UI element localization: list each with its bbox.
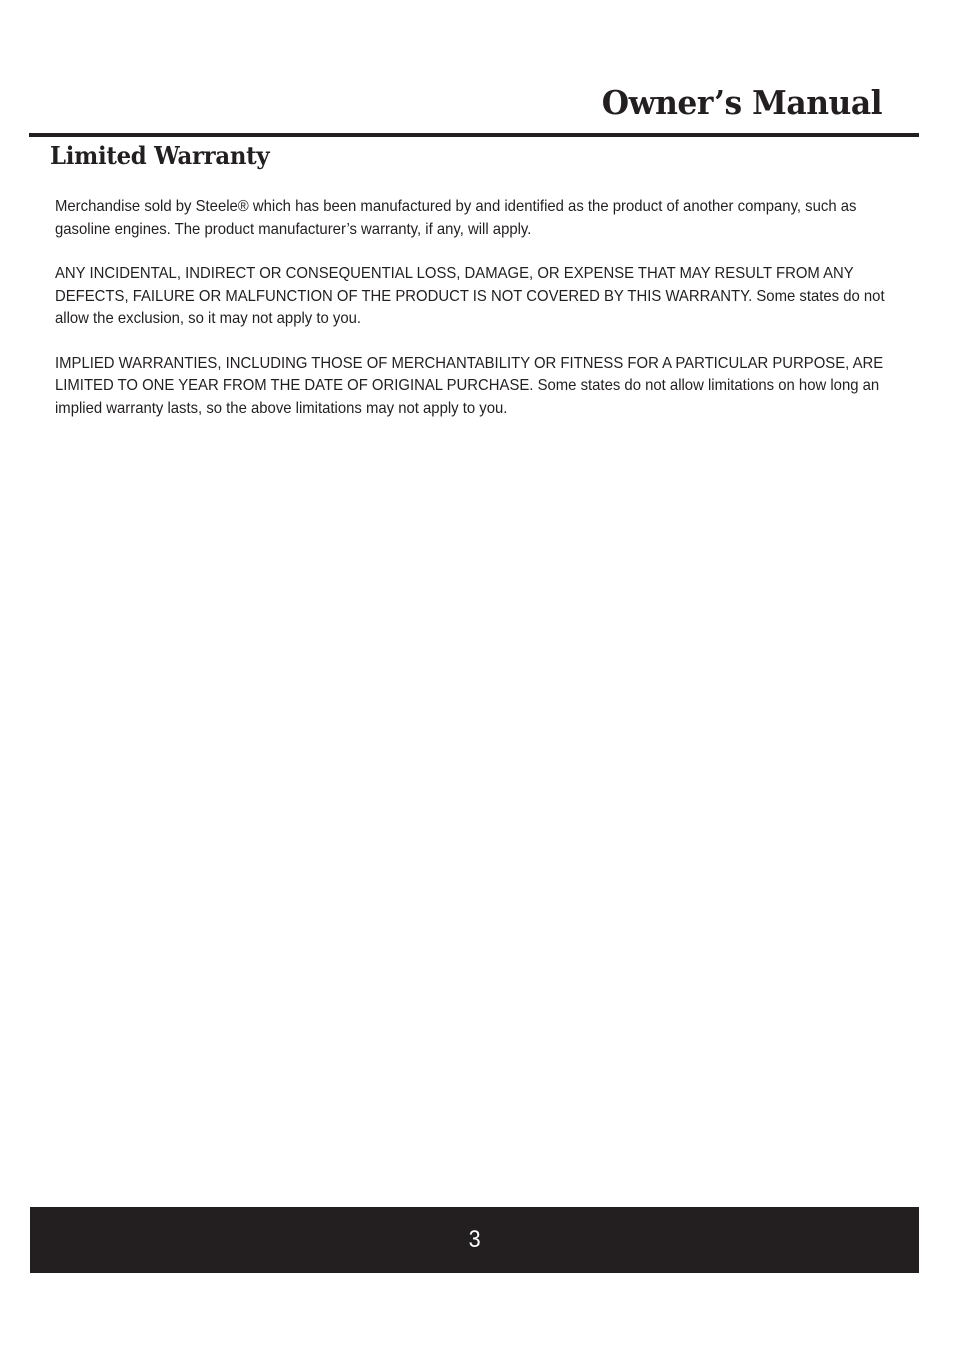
header-divider [29,133,919,137]
warranty-paragraph-implied: IMPLIED WARRANTIES, INCLUDING THOSE OF MERCHANTABILITY OR FITNESS FOR A PARTICULAR PURPOSE, ARE LIMITED TO ONE YEAR FROM THE DATE OF ORIGINAL PURCHASE. Some states do not allow limitations on how long an implied warranty lasts, so the above limitations may not apply to you. [55,354,884,417]
warranty-paragraph-exclusions: ANY INCIDENTAL, INDIRECT OR CONSEQUENTIAL LOSS, DAMAGE, OR EXPENSE THAT MAY RESULT FROM ANY DEFECTS, FAILURE OR MALFUNCTION OF THE PRODUCT IS NOT COVERED BY THIS WARRANTY. Some states do not allow the exclusion, so it may not apply to you. [55,265,885,327]
manual-title: Owner’s Manual [601,83,882,122]
warranty-body [55,196,895,442]
warranty-paragraph-merchandise: Merchandise sold by Steele® which has been manufactured by and identified as the product of another company, such as gasoline engines. The product manufacturer’s warranty, if any, will apply. [55,198,857,238]
footer-bar [30,1207,919,1273]
page-number: 3 [468,1226,481,1253]
section-title: Limited Warranty [50,141,270,170]
